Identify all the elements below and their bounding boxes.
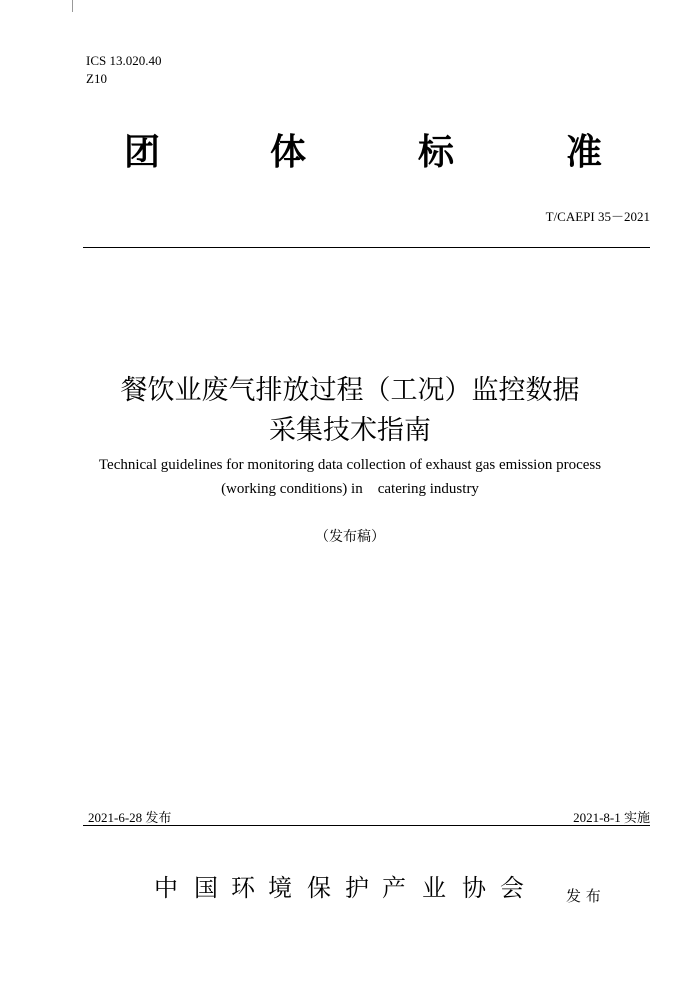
- standard-type-char: 准: [566, 132, 603, 173]
- page-corner-mark: [72, 0, 73, 12]
- publisher-char: 护: [345, 874, 369, 902]
- publisher-char: 境: [268, 874, 292, 902]
- publisher-char: 国: [194, 874, 218, 902]
- header-divider: [83, 247, 650, 248]
- title-en-line2: (working conditions) in catering industry: [221, 481, 479, 497]
- standard-type-char: 标: [418, 132, 455, 173]
- ics-block: [86, 52, 161, 88]
- standard-code: T/CAEPI 35－2021: [545, 209, 650, 224]
- publisher-line: [0, 870, 700, 910]
- publisher-char: 协: [462, 874, 486, 902]
- footer-divider: [83, 825, 650, 826]
- publish-date: 2021-6-28 发布: [88, 810, 172, 825]
- publisher-char: 会: [500, 874, 524, 902]
- publisher-char: 业: [422, 874, 446, 902]
- standard-type-heading: [0, 128, 700, 178]
- title-en-line1: Technical guidelines for monitoring data collection of exhaust gas emission process: [98, 457, 602, 473]
- draft-note: （发布稿）: [315, 529, 385, 545]
- ics-code: ICS 13.020.40: [86, 53, 162, 68]
- standard-type-char: 团: [124, 132, 161, 173]
- title-cn-line2: 采集技术指南: [269, 415, 431, 446]
- publisher-char: 环: [231, 874, 255, 902]
- publish-action: 发 布: [566, 887, 601, 905]
- publisher-char: 保: [307, 874, 331, 902]
- standard-type-char: 体: [270, 132, 307, 173]
- publisher-char: 产: [382, 874, 406, 902]
- implementation-date: 2021-8-1 实施: [573, 810, 650, 825]
- title-cn-line1: 餐饮业废气排放过程（工况）监控数据: [120, 375, 580, 406]
- publisher-char: 中: [154, 874, 178, 902]
- ccs-class: Z10: [86, 71, 107, 86]
